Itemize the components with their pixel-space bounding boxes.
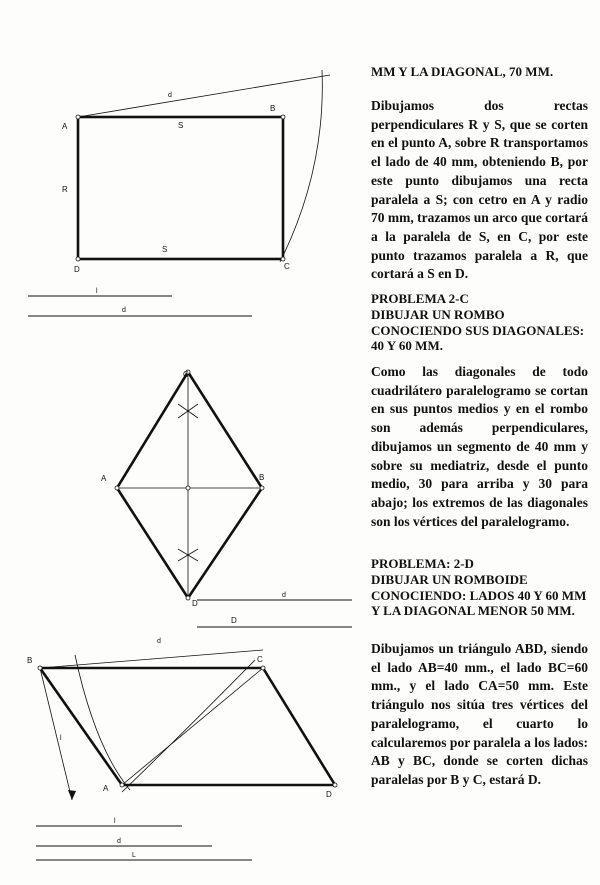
- problem-2c-heading: DIBUJAR UN ROMBO CONOCIENDO SUS DIAGONALES: 40 Y 60 MM.: [371, 307, 585, 353]
- fig3-dimension-l: [40, 668, 72, 800]
- fig3-label-A: A: [103, 784, 109, 793]
- fig1-diagonal-line: [78, 75, 330, 117]
- top-heading: MM Y LA DIAGONAL, 70 MM.: [371, 64, 554, 79]
- fig3-arc-diagonal: [122, 660, 255, 792]
- fig3-label-l: l: [60, 735, 62, 742]
- problem-2d-heading: DIBUJAR UN ROMBOIDE CONOCIENDO: LADOS 40 Y 60 MM Y LA DIAGONAL MENOR 50 MM.: [371, 572, 587, 618]
- fig3-dimension-d: [40, 650, 263, 668]
- paragraph-rhombus: Como las diagonales de todo cuadrilátero paralelogramo se cortan en sus puntos medios y en el rombo son además perpendiculares, dibujamos un segmento de 40 mm y sobre su mediatriz, desde el punto medio, 30 para arriba y 30 para abajo; los extremos de las diagonales son los vértices del paralelogramo.: [371, 364, 588, 529]
- fig2-label-D: D: [192, 599, 198, 608]
- fig1-label-A: A: [62, 122, 68, 131]
- fig3-label-B: B: [27, 656, 33, 665]
- fig2-label-A: A: [101, 474, 107, 483]
- fig1-label-D: D: [74, 265, 80, 274]
- fig1-arc: [280, 70, 322, 262]
- fig2-label-B: B: [259, 473, 265, 482]
- fig3-romboid: [40, 668, 335, 785]
- fig3-legend-L: L: [132, 852, 136, 859]
- fig3-legend-l: l: [114, 818, 116, 825]
- fig3-legend-d: d: [117, 838, 121, 845]
- fig3-romboid-construction: [36, 650, 335, 860]
- fig1-rectangle: [78, 117, 283, 259]
- fig3-diagonal: [122, 668, 263, 785]
- fig2-legend-d: d: [282, 592, 286, 599]
- fig2-label-C: C: [183, 370, 189, 379]
- fig1-label-B: B: [270, 104, 276, 113]
- fig1-rectangle-construction: [28, 70, 330, 316]
- fig2-rhombus-construction: [117, 372, 352, 627]
- paragraph-romboid: Dibujamos un triángulo ABD, siendo el lado AB=40 mm., el lado BC=60 mm., y el lado CA=50 mm. Este triángulo nos sitúa tres vértices del paralelogramo, el cuarto lo calcularemos por paralela a los lados: AB y BC, donde se corten dichas paralelas por B y C, estará D.: [371, 641, 588, 787]
- fig2-legend-D: D: [231, 616, 237, 625]
- fig3-label-d: d: [157, 638, 161, 645]
- fig1-label-d-arc: d: [168, 92, 172, 99]
- problem-2d-title: PROBLEMA: 2-D: [371, 556, 474, 571]
- fig3-label-C: C: [257, 655, 263, 664]
- fig3-arc-left: [75, 655, 130, 790]
- fig2-rhombus: [117, 372, 265, 598]
- fig1-legend-d: d: [122, 307, 126, 314]
- fig1-label-R: R: [62, 185, 68, 194]
- problem-2c-title: PROBLEMA 2-C: [371, 291, 469, 306]
- fig1-label-S-top: S: [178, 121, 184, 130]
- fig3-label-D: D: [326, 790, 332, 799]
- paragraph-rectangle: Dibujamos dos rectas perpendiculares R y S, que se corten en el punto A, sobre R transportamos el lado de 40 mm, obteniendo B, por este punto dibujamos una recta paralela a S; con cetro en A y radio 70 mm, trazamos un arco que cortará a la paralela de S, en C, por este punto trazamos paralela a R, que cortará a S en D.: [371, 98, 588, 282]
- fig1-label-S-bottom: S: [162, 245, 168, 254]
- fig1-label-C: C: [284, 262, 290, 271]
- fig1-legend-l: l: [96, 288, 98, 295]
